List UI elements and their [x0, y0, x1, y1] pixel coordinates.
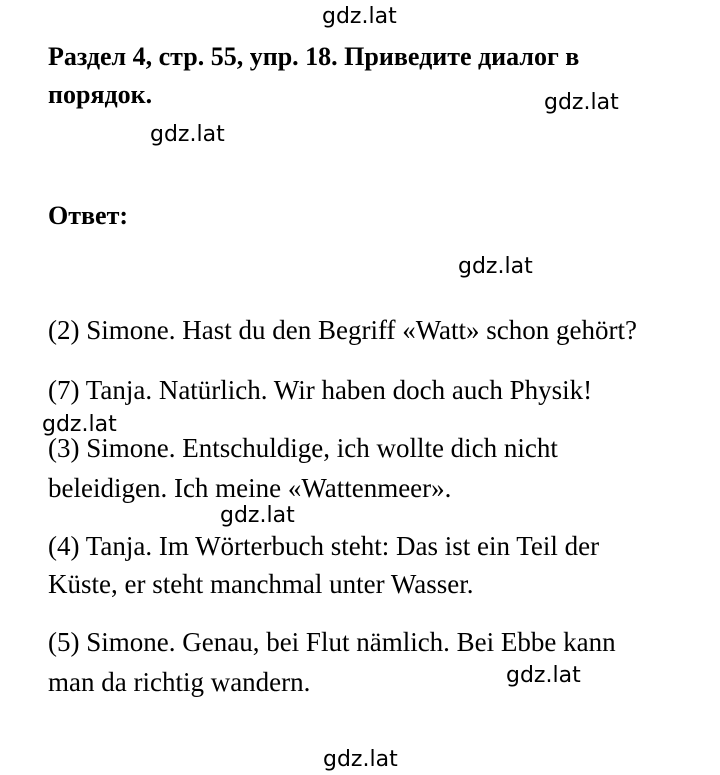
dialogue-line: (3) Simone. Entschuldige, ich wollte dich nicht: [48, 433, 558, 463]
dialogue-line: Küste, er steht manchmal unter Wasser.: [48, 569, 474, 599]
watermark: gdz.lat: [544, 90, 619, 115]
dialogue-line: (5) Simone. Genau, bei Flut nämlich. Bei Ebbe kann: [48, 627, 616, 657]
watermark: gdz.lat: [220, 503, 295, 528]
watermark: gdz.lat: [150, 122, 225, 147]
watermark: gdz.lat: [323, 747, 398, 772]
heading-line: Раздел 4, стр. 55, упр. 18. Приведите диалог в: [48, 42, 580, 71]
dialogue-line: (4) Tanja. Im Wörterbuch steht: Das ist ein Teil der: [48, 531, 600, 561]
dialogue-line: (2) Simone. Hast du den Begriff «Watt» schon gehört?: [48, 315, 637, 345]
dialogue-line: beleidigen. Ich meine «Wattenmeer».: [48, 473, 452, 503]
watermark: gdz.lat: [506, 663, 581, 688]
answer-label: Ответ:: [48, 201, 129, 230]
watermark: gdz.lat: [322, 4, 397, 29]
dialogue-line: (7) Tanja. Natürlich. Wir haben doch auch Physik!: [48, 375, 593, 405]
watermark: gdz.lat: [458, 254, 533, 279]
watermark: gdz.lat: [42, 412, 117, 437]
dialogue-line: man da richtig wandern.: [48, 667, 311, 697]
heading-line: порядок.: [48, 80, 153, 109]
